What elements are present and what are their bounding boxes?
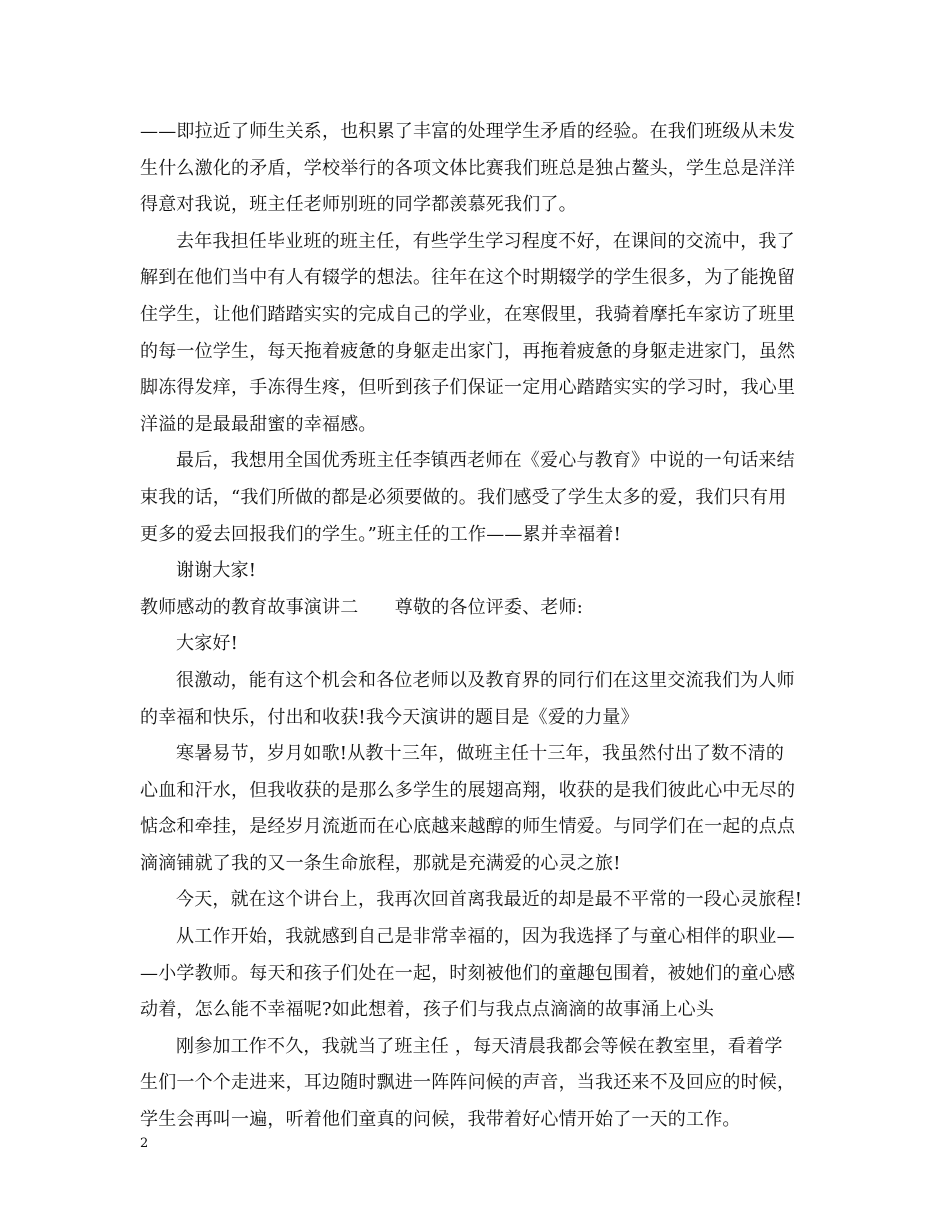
paragraph-line: 动着，怎么能不幸福呢?如此想着，孩子们与我点点滴滴的故事涌上心头 <box>140 999 715 1021</box>
paragraph-line: 今天，就在这个讲台上，我再次回首离我最近的却是最不平常的一段心灵旅程! <box>176 889 803 911</box>
paragraph-line: 的幸福和快乐，付出和收获!我今天演讲的题目是《爱的力量》 <box>140 706 639 728</box>
section-heading-line: 教师感动的教育故事演讲二 尊敬的各位评委、老师: <box>140 596 584 618</box>
paragraph-line: 脚冻得发痒，手冻得生疼，但听到孩子们保证一定用心踏踏实实的学习时，我心里 <box>140 377 796 399</box>
paragraph-line: 最后，我想用全国优秀班主任李镇西老师在《爱心与教育》中说的一句话来结 <box>176 450 795 472</box>
paragraph-line: 洋溢的是最最甜蜜的幸福感。 <box>140 413 377 435</box>
paragraph-line: 惦念和牵挂，是经岁月流逝而在心底越来越醇的师生情爱。与同学们在一起的点点 <box>140 816 796 838</box>
document-body <box>140 114 820 1139</box>
paragraph-line: 大家好! <box>176 633 239 655</box>
paragraph-line: 心血和汗水，但我收获的是那么多学生的展翅高翔，收获的是我们彼此心中无尽的 <box>140 779 796 801</box>
paragraph-line: 学生会再叫一遍，听着他们童真的问候，我带着好心情开始了一天的工作。 <box>140 1109 741 1131</box>
paragraph-line: ——即拉近了师生关系，也积累了丰富的处理学生矛盾的经验。在我们班级从未发 <box>140 121 796 142</box>
paragraph-line: 的每一位学生，每天拖着疲惫的身躯走出家门，再拖着疲惫的身躯走进家门，虽然 <box>140 340 796 362</box>
page-number: 2 <box>140 1136 149 1151</box>
paragraph-line: 寒暑易节，岁月如歌!从教十三年，做班主任十三年，我虽然付出了数不清的 <box>176 743 785 765</box>
paragraph-line: 谢谢大家! <box>176 560 257 582</box>
paragraph-line: 滴滴铺就了我的又一条生命旅程，那就是充满爱的心灵之旅! <box>140 852 621 874</box>
paragraph-line: 从工作开始，我就感到自己是非常幸福的，因为我选择了与童心相伴的职业— <box>176 926 795 948</box>
paragraph-line: 解到在他们当中有人有辍学的想法。往年在这个时期辍学的学生很多，为了能挽留 <box>140 267 796 289</box>
paragraph-line: 住学生，让他们踏踏实实的完成自己的学业，在寒假里，我骑着摩托车家访了班里 <box>140 303 796 325</box>
paragraph-line: 束我的话，“我们所做的都是必须要做的。我们感受了学生太多的爱，我们只有用 <box>140 486 787 508</box>
paragraph-line: 很激动，能有这个机会和各位老师以及教育界的同行们在这里交流我们为人师 <box>176 669 795 691</box>
paragraph-line: 去年我担任毕业班的班主任，有些学生学习程度不好，在课间的交流中，我了 <box>176 230 795 252</box>
paragraph-line: 生什么激化的矛盾，学校举行的各项文体比赛我们班总是独占鳌头，学生总是洋洋 <box>140 157 796 179</box>
paragraph-line: 刚参加工作不久，我就当了班主任 ，每天清晨我都会等候在教室里，看着学 <box>176 1035 783 1057</box>
paragraph-line: —小学教师。每天和孩子们处在一起，时刻被他们的童趣包围着，被她们的童心感 <box>140 962 796 984</box>
paragraph-line: 生们一个个走进来，耳边随时飘进一阵阵问候的声音，当我还来不及回应的时候， <box>140 1072 796 1094</box>
paragraph-line: 得意对我说，班主任老师别班的同学都羡慕死我们了。 <box>140 194 577 216</box>
paragraph-line: 更多的爱去回报我们的学生。”班主任的工作——累并幸福着! <box>140 523 622 545</box>
